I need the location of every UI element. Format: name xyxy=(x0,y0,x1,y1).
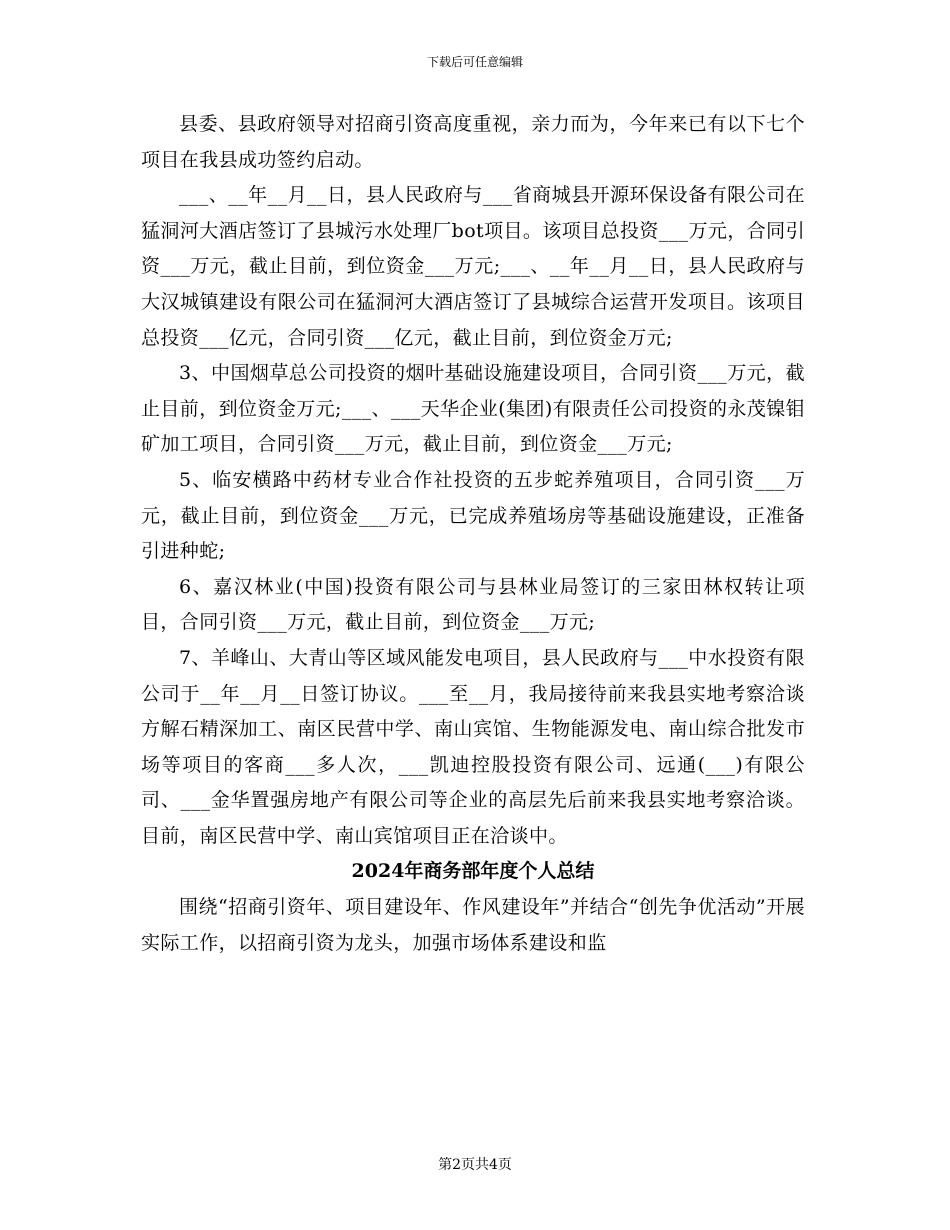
paragraph-projects-1-2: ___、__年__月__日，县人民政府与___省商城县开源环保设备有限公司在猛洞河大酒店签订了县城污水处理厂bot项目。该项目总投资___万元，合同引资___万元，截止目前，到位资金___万元;___、__年__月__日，县人民政府与大汉城镇建设有限公司在猛洞河大酒店签订了县城综合运营开发项目。该项目总投资___亿元，合同引资___亿元，截止目前，到位资金万元; xyxy=(141,184,805,349)
page-footer: 第2页共4页 xyxy=(438,1157,512,1173)
paragraph-project-5: 5、临安横路中药材专业合作社投资的五步蛇养殖项目，合同引资___万元，截止目前，到位资金___万元，已完成养殖场房等基础设施建设，正准备引进种蛇; xyxy=(141,468,805,563)
paragraph-intro: 县委、县政府领导对招商引资高度重视，亲力而为，今年来已有以下七个项目在我县成功签约启动。 xyxy=(141,113,805,171)
section-title: 2024年商务部年度个人总结 xyxy=(351,860,595,883)
page-header: 下载后可任意编辑 xyxy=(426,55,523,69)
document-body xyxy=(141,107,805,961)
paragraph-project-6: 6、嘉汉林业(中国)投资有限公司与县林业局签订的三家田林权转让项目，合同引资___万元，截止目前，到位资金___万元; xyxy=(141,575,805,634)
paragraph-summary: 围绕“招商引资年、项目建设年、作风建设年”并结合“创先争优活动”开展实际工作，以招商引资为龙头，加强市场体系建设和监 xyxy=(141,896,805,954)
paragraph-projects-3-4: 3、中国烟草总公司投资的烟叶基础设施建设项目，合同引资___万元，截止目前，到位资金万元;___、___天华企业(集团)有限责任公司投资的永茂镍钼矿加工项目，合同引资___万元，截止目前，到位资金___万元; xyxy=(141,362,805,456)
paragraph-project-7: 7、羊峰山、大青山等区域风能发电项目，县人民政府与___中水投资有限公司于__年__月__日签订协议。___至__月，我局接待前来我县实地考察洽谈方解石精深加工、南区民营中学、南山宾馆、生物能源发电、南山综合批发市场等项目的客商___多人次，___凯迪控股投资有限公司、远通(___)有限公司、___金华置强房地产有限公司等企业的高层先后前来我县实地考察洽谈。目前，南区民营中学、南山宾馆项目正在洽谈中。 xyxy=(141,646,805,847)
